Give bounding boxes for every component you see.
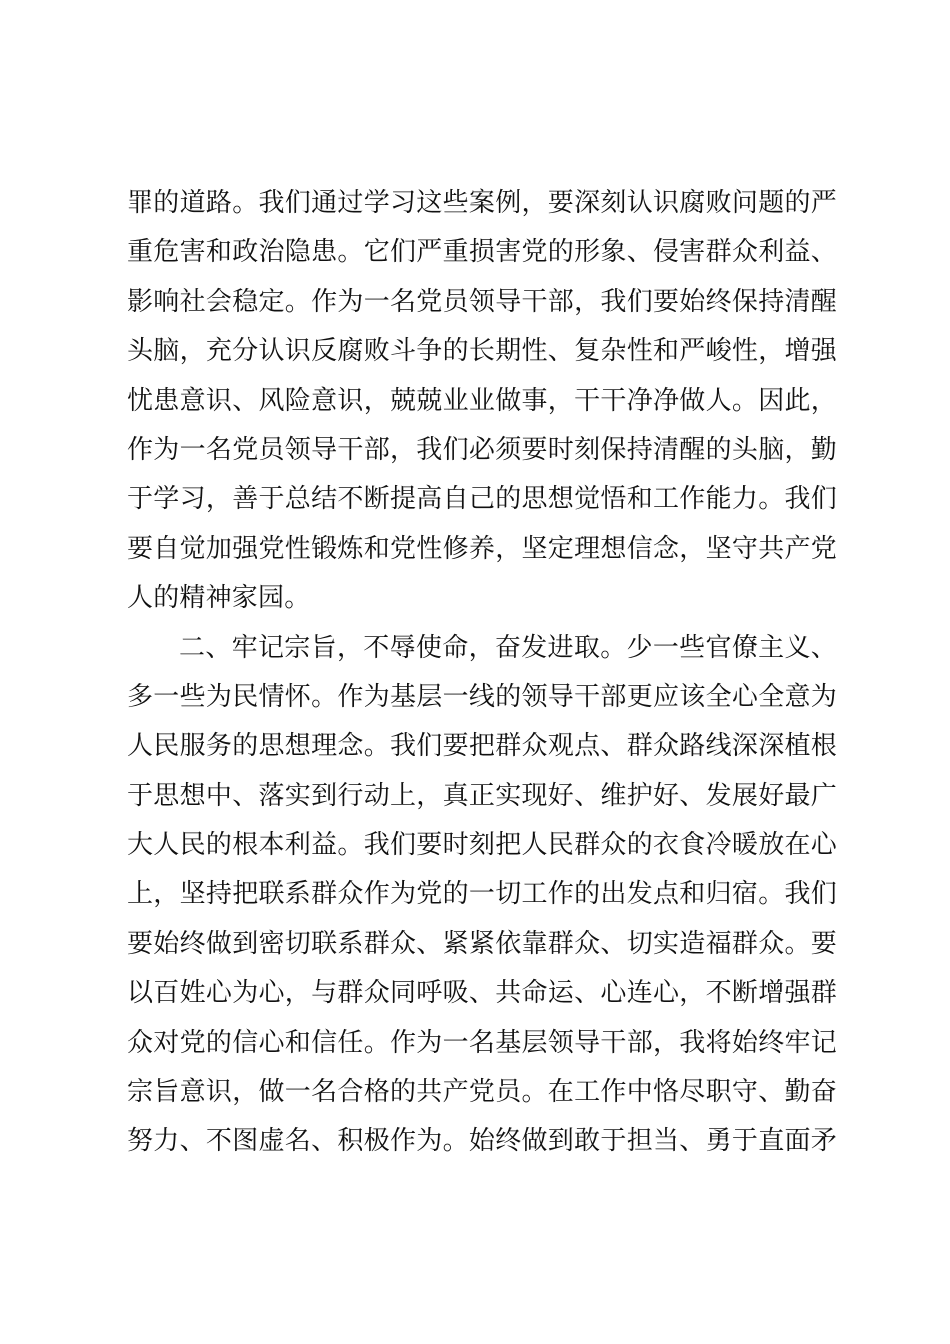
paragraph-2: [127, 624, 837, 1167]
text-line: 忧患意识、风险意识，兢兢业业做事，干干净净做人。因此，: [127, 385, 837, 416]
document-body: [127, 179, 837, 1167]
text-line: 努力、不图虚名、积极作为。始终做到敢于担当、勇于直面矛: [127, 1126, 837, 1157]
text-line: 作为一名党员领导干部，我们必须要时刻保持清醒的头脑，勤: [127, 434, 837, 465]
text-line: 头脑，充分认识反腐败斗争的长期性、复杂性和严峻性，增强: [127, 336, 837, 367]
text-line: 于学习，善于总结不断提高自己的思想觉悟和工作能力。我们: [127, 484, 837, 515]
text-line: 人民服务的思想理念。我们要把群众观点、群众路线深深植根: [127, 731, 837, 762]
text-line: 重危害和政治隐患。它们严重损害党的形象、侵害群众利益、: [127, 237, 837, 268]
text-line: 众对党的信心和信任。作为一名基层领导干部，我将始终牢记: [127, 1027, 837, 1058]
text-line: 人的精神家园。: [127, 583, 311, 614]
text-line: 要始终做到密切联系群众、紧紧依靠群众、切实造福群众。要: [127, 928, 837, 959]
text-line: 要自觉加强党性锻炼和党性修养，坚定理想信念，坚守共产党: [127, 533, 837, 564]
text-line: 大人民的根本利益。我们要时刻把人民群众的衣食冷暖放在心: [127, 830, 837, 861]
text-line: 二、牢记宗旨，不辱使命，奋发进取。少一些官僚主义、: [179, 632, 837, 663]
text-line: 多一些为民情怀。作为基层一线的领导干部更应该全心全意为: [127, 681, 837, 712]
paragraph-1: [127, 179, 837, 624]
text-line: 罪的道路。我们通过学习这些案例，要深刻认识腐败问题的严: [127, 188, 837, 218]
text-line: 上，坚持把联系群众作为党的一切工作的出发点和归宿。我们: [127, 879, 837, 910]
text-line: 宗旨意识，做一名合格的共产党员。在工作中恪尽职守、勤奋: [127, 1077, 837, 1108]
text-line: 以百姓心为心，与群众同呼吸、共命运、心连心，不断增强群: [127, 978, 837, 1009]
text-line: 于思想中、落实到行动上，真正实现好、维护好、发展好最广: [127, 780, 837, 811]
text-line: 影响社会稳定。作为一名党员领导干部，我们要始终保持清醒: [127, 286, 837, 317]
